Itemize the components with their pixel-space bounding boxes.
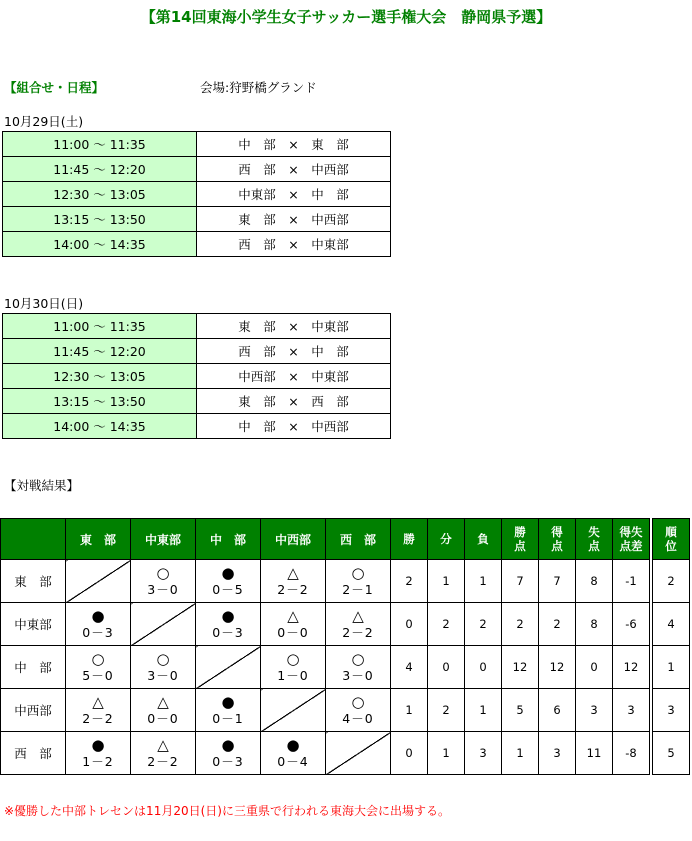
result-symbol: ●: [286, 735, 300, 754]
result-symbol: ●: [221, 606, 235, 625]
self-match-cell: [196, 646, 261, 689]
stat-value: 8: [576, 560, 613, 603]
results-row: [1, 732, 690, 775]
result-symbol: △: [287, 606, 299, 625]
team-column-header: 東 部: [66, 519, 131, 560]
stat-value: 7: [539, 560, 576, 603]
stat-header: 順 位: [653, 519, 690, 560]
stat-value: 2: [653, 560, 690, 603]
stat-value: 1: [465, 689, 502, 732]
stat-header: 負: [465, 519, 502, 560]
result-symbol: △: [287, 563, 299, 582]
day2-date: 10月30日(日): [4, 296, 84, 311]
results-table: [0, 518, 690, 775]
match-result-cell: [196, 732, 261, 775]
result-symbol: ○: [156, 649, 170, 668]
schedule-row: [3, 132, 391, 157]
match-score: 2－2: [277, 581, 309, 597]
stat-value: 1: [502, 732, 539, 775]
stat-value: 12: [613, 646, 650, 689]
results-header-row: [1, 519, 690, 560]
match-score: 0－0: [277, 624, 309, 640]
stat-value: -1: [613, 560, 650, 603]
stat-value: 1: [465, 560, 502, 603]
results-row: [1, 646, 690, 689]
match-result-cell: [66, 646, 131, 689]
match-result-cell: [326, 646, 391, 689]
match-result-cell: [326, 603, 391, 646]
stat-value: -8: [613, 732, 650, 775]
team-column-header: 中東部: [131, 519, 196, 560]
venue-label: 会場:狩野橋グランド: [200, 80, 317, 95]
match-result-cell: [261, 603, 326, 646]
match-time: 13:15 ～ 13:50: [3, 389, 197, 414]
match-score: 1－0: [277, 667, 309, 683]
stat-value: 12: [502, 646, 539, 689]
match-score: 2－1: [342, 581, 374, 597]
team-row-name: 中西部: [1, 689, 66, 732]
match-score: 0－5: [212, 581, 244, 597]
match-result-cell: [261, 646, 326, 689]
match-time: 11:45 ～ 12:20: [3, 157, 197, 182]
match-score: 3－0: [147, 667, 179, 683]
stat-value: 3: [539, 732, 576, 775]
stat-value: 1: [428, 732, 465, 775]
self-match-cell: [261, 689, 326, 732]
match-score: 0－3: [212, 624, 244, 640]
result-symbol: ○: [351, 649, 365, 668]
match-score: 0－3: [82, 624, 114, 640]
match-time: 12:30 ～ 13:05: [3, 182, 197, 207]
match-score: 0－0: [147, 710, 179, 726]
schedule-row: [3, 182, 391, 207]
stat-value: 2: [465, 603, 502, 646]
match-score: 0－1: [212, 710, 244, 726]
stat-value: 0: [576, 646, 613, 689]
team-row-name: 西 部: [1, 732, 66, 775]
match-result-cell: [131, 646, 196, 689]
match-result-cell: [196, 560, 261, 603]
team-row-name: 中東部: [1, 603, 66, 646]
schedule-row: [3, 339, 391, 364]
match-pairing: 中 部 × 東 部: [197, 132, 391, 157]
match-pairing: 中西部 × 中東部: [197, 364, 391, 389]
self-match-cell: [66, 560, 131, 603]
match-result-cell: [66, 732, 131, 775]
match-result-cell: [326, 560, 391, 603]
result-symbol: ●: [221, 735, 235, 754]
result-symbol: △: [352, 606, 364, 625]
match-pairing: 東 部 × 中西部: [197, 207, 391, 232]
day2-schedule-table: [2, 313, 391, 439]
footnote: ※優勝した中部トレセンは11月20日(日)に三重県で行われる東海大会に出場する。: [4, 804, 450, 818]
stat-value: 3: [465, 732, 502, 775]
match-result-cell: [196, 603, 261, 646]
match-pairing: 東 部 × 中東部: [197, 314, 391, 339]
match-result-cell: [131, 732, 196, 775]
match-score: 2－2: [82, 710, 114, 726]
stat-header: 得失 点差: [613, 519, 650, 560]
day1-schedule-table: [2, 131, 391, 257]
match-result-cell: [326, 689, 391, 732]
match-score: 0－4: [277, 753, 309, 769]
match-result-cell: [131, 689, 196, 732]
result-symbol: ○: [351, 563, 365, 582]
match-score: 5－0: [82, 667, 114, 683]
results-row: [1, 603, 690, 646]
match-pairing: 西 部 × 中東部: [197, 232, 391, 257]
stat-value: 0: [391, 732, 428, 775]
match-score: 2－2: [342, 624, 374, 640]
match-result-cell: [66, 689, 131, 732]
match-score: 2－2: [147, 753, 179, 769]
stat-value: 4: [391, 646, 428, 689]
match-result-cell: [261, 732, 326, 775]
schedule-row: [3, 157, 391, 182]
day1-date: 10月29日(土): [4, 114, 84, 129]
match-score: 3－0: [147, 581, 179, 597]
match-time: 13:15 ～ 13:50: [3, 207, 197, 232]
stat-value: 3: [613, 689, 650, 732]
stat-value: 2: [428, 603, 465, 646]
stat-value: 1: [391, 689, 428, 732]
results-row: [1, 560, 690, 603]
self-match-cell: [131, 603, 196, 646]
schedule-row: [3, 314, 391, 339]
match-pairing: 中 部 × 中西部: [197, 414, 391, 439]
schedule-row: [3, 207, 391, 232]
stat-value: 3: [576, 689, 613, 732]
self-match-cell: [326, 732, 391, 775]
results-heading: 【対戦結果】: [4, 478, 80, 493]
result-symbol: ○: [91, 649, 105, 668]
match-score: 4－0: [342, 710, 374, 726]
result-symbol: ●: [91, 735, 105, 754]
stat-value: 2: [539, 603, 576, 646]
stat-value: 0: [391, 603, 428, 646]
stat-header: 勝 点: [502, 519, 539, 560]
match-result-cell: [131, 560, 196, 603]
result-symbol: △: [157, 735, 169, 754]
match-pairing: 西 部 × 中 部: [197, 339, 391, 364]
stat-header: 分: [428, 519, 465, 560]
result-symbol: ●: [91, 606, 105, 625]
team-column-header: 中 部: [196, 519, 261, 560]
match-result-cell: [196, 689, 261, 732]
match-score: 0－3: [212, 753, 244, 769]
result-symbol: △: [157, 692, 169, 711]
match-time: 14:00 ～ 14:35: [3, 414, 197, 439]
stat-value: 4: [653, 603, 690, 646]
stat-value: 5: [653, 732, 690, 775]
header-corner: [1, 519, 66, 560]
stat-value: 0: [465, 646, 502, 689]
result-symbol: ○: [156, 563, 170, 582]
schedule-heading: 【組合せ・日程】: [4, 80, 105, 95]
match-time: 11:45 ～ 12:20: [3, 339, 197, 364]
stat-value: 5: [502, 689, 539, 732]
result-symbol: ○: [286, 649, 300, 668]
stat-value: 1: [428, 560, 465, 603]
match-pairing: 西 部 × 中西部: [197, 157, 391, 182]
stat-value: 2: [502, 603, 539, 646]
match-pairing: 中東部 × 中 部: [197, 182, 391, 207]
schedule-row: [3, 389, 391, 414]
stat-value: 6: [539, 689, 576, 732]
stat-value: -6: [613, 603, 650, 646]
match-time: 11:00 ～ 11:35: [3, 314, 197, 339]
match-result-cell: [261, 560, 326, 603]
page-title: 【第14回東海小学生女子サッカー選手権大会 静岡県予選】: [140, 8, 552, 26]
match-pairing: 東 部 × 西 部: [197, 389, 391, 414]
stat-value: 7: [502, 560, 539, 603]
match-score: 1－2: [82, 753, 114, 769]
result-symbol: ●: [221, 563, 235, 582]
team-column-header: 中西部: [261, 519, 326, 560]
stat-value: 8: [576, 603, 613, 646]
results-row: [1, 689, 690, 732]
result-symbol: △: [92, 692, 104, 711]
stat-value: 11: [576, 732, 613, 775]
schedule-row: [3, 232, 391, 257]
match-score: 3－0: [342, 667, 374, 683]
stat-header: 勝: [391, 519, 428, 560]
stat-header: 得 点: [539, 519, 576, 560]
match-result-cell: [66, 603, 131, 646]
stat-value: 12: [539, 646, 576, 689]
team-row-name: 東 部: [1, 560, 66, 603]
schedule-row: [3, 364, 391, 389]
match-time: 14:00 ～ 14:35: [3, 232, 197, 257]
stat-value: 1: [653, 646, 690, 689]
stat-value: 0: [428, 646, 465, 689]
match-time: 12:30 ～ 13:05: [3, 364, 197, 389]
result-symbol: ●: [221, 692, 235, 711]
schedule-row: [3, 414, 391, 439]
stat-value: 2: [428, 689, 465, 732]
stat-header: 失 点: [576, 519, 613, 560]
result-symbol: ○: [351, 692, 365, 711]
team-column-header: 西 部: [326, 519, 391, 560]
team-row-name: 中 部: [1, 646, 66, 689]
stat-value: 3: [653, 689, 690, 732]
match-time: 11:00 ～ 11:35: [3, 132, 197, 157]
stat-value: 2: [391, 560, 428, 603]
